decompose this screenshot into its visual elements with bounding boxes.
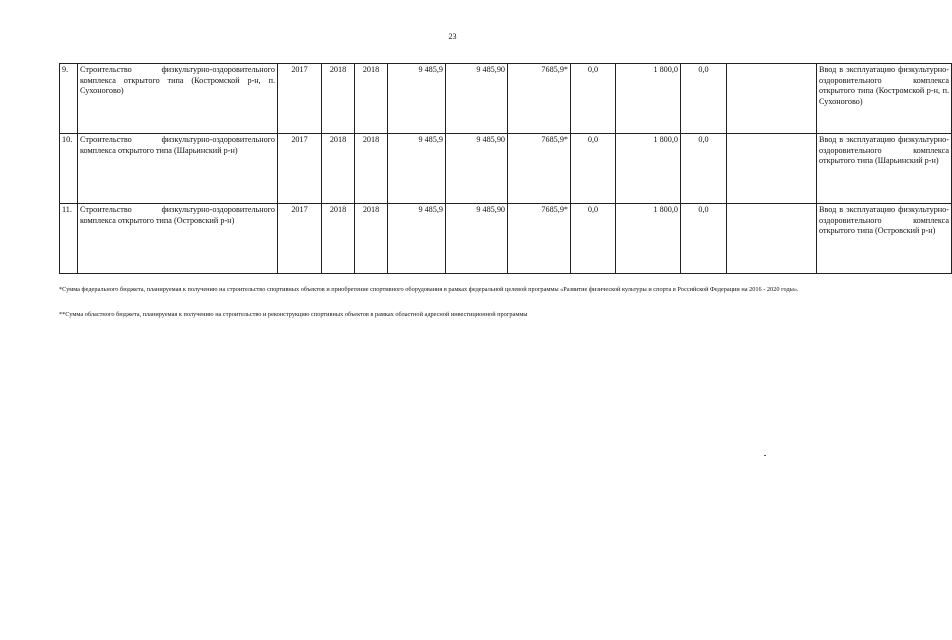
empty-cell — [727, 204, 817, 274]
empty-cell — [727, 64, 817, 134]
budget-value-2: 0,0 — [681, 134, 727, 204]
estimated-cost: 9 485,9 — [388, 64, 446, 134]
table-row — [60, 134, 952, 204]
footnote-federal: *Сумма федерального бюджета, планируемая к получению на строительство спортивных объектов и приобретение спортивного оборудования в рамках федеральной целевой программы «Развитие физической культуры и спорта в Российской Федерации на 2016 - 2020 годы». — [59, 286, 799, 293]
row-number: 11. — [60, 204, 78, 274]
scan-speck — [764, 455, 766, 456]
year-end: 2018 — [322, 204, 355, 274]
total-funding: 9 485,90 — [446, 64, 508, 134]
estimated-cost: 9 485,9 — [388, 134, 446, 204]
table-row — [60, 64, 952, 134]
federal-budget: 7685,9* — [508, 204, 571, 274]
row-number: 9. — [60, 64, 78, 134]
budget-value-2: 0,0 — [681, 64, 727, 134]
regional-budget: 1 800,0 — [616, 134, 681, 204]
expected-result: Ввод в эксплуатацию физкультурно-оздоровительного комплекса открытого типа (Костромской р-н, п. Сухоногово) — [817, 64, 952, 134]
regional-budget: 1 800,0 — [616, 64, 681, 134]
row-number: 10. — [60, 134, 78, 204]
federal-budget: 7685,9* — [508, 64, 571, 134]
year-end: 2018 — [322, 134, 355, 204]
year-input: 2018 — [355, 134, 388, 204]
expected-result: Ввод в эксплуатацию физкультурно-оздоровительного комплекса открытого типа (Островский р-н) — [817, 204, 952, 274]
budget-value-1: 0,0 — [571, 64, 616, 134]
empty-cell — [727, 134, 817, 204]
table-row — [60, 204, 952, 274]
federal-budget: 7685,9* — [508, 134, 571, 204]
object-name: Строительство физкультурно-оздоровительного комплекса открытого типа (Шарьинский р-н) — [78, 134, 278, 204]
year-end: 2018 — [322, 64, 355, 134]
budget-value-1: 0,0 — [571, 204, 616, 274]
year-start: 2017 — [278, 204, 322, 274]
investment-table — [59, 63, 952, 274]
page-number: 23 — [448, 32, 457, 41]
object-name: Строительство физкультурно-оздоровительного комплекса открытого типа (Островский р-н) — [78, 204, 278, 274]
year-input: 2018 — [355, 64, 388, 134]
budget-value-2: 0,0 — [681, 204, 727, 274]
regional-budget: 1 800,0 — [616, 204, 681, 274]
footnote-regional: **Сумма областного бюджета, планируемая к получению на строительство и реконструкцию спортивных объектов в рамках областной адресной инвестиционной программы — [59, 311, 528, 318]
year-input: 2018 — [355, 204, 388, 274]
total-funding: 9 485,90 — [446, 134, 508, 204]
budget-value-1: 0,0 — [571, 134, 616, 204]
year-start: 2017 — [278, 134, 322, 204]
estimated-cost: 9 485,9 — [388, 204, 446, 274]
total-funding: 9 485,90 — [446, 204, 508, 274]
expected-result: Ввод в эксплуатацию физкультурно-оздоровительного комплекса открытого типа (Шарьинский р-н) — [817, 134, 952, 204]
object-name: Строительство физкультурно-оздоровительного комплекса открытого типа (Костромской р-н, п. Сухоногово) — [78, 64, 278, 134]
year-start: 2017 — [278, 64, 322, 134]
